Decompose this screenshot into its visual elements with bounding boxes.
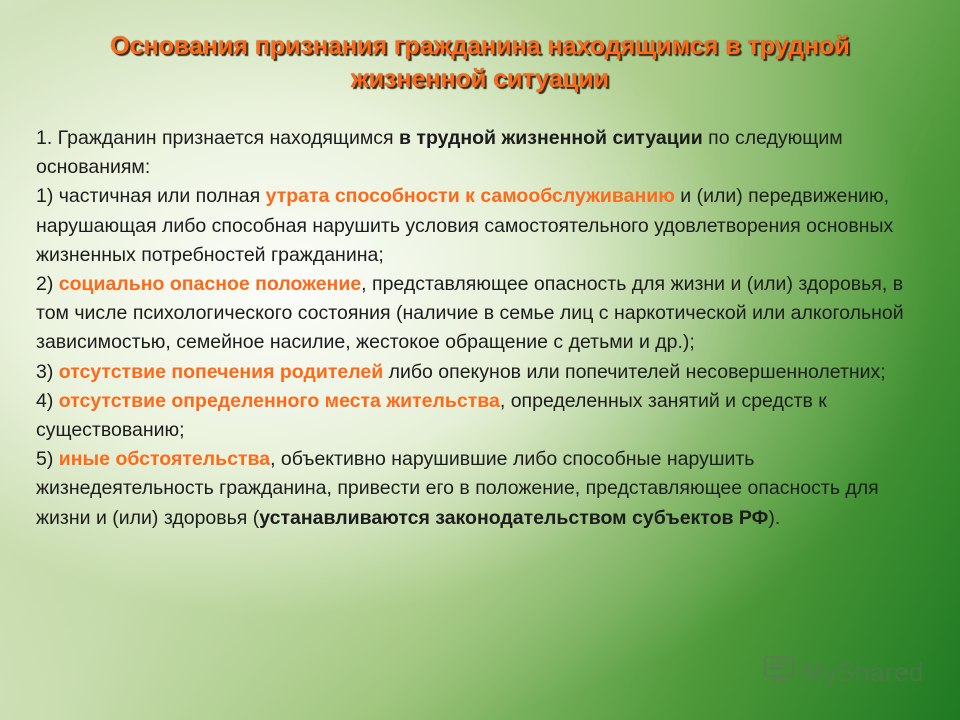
item-2-text-2: , представляющее опасность для жизни и (или) здоровья, в том числе психологического состояния (наличие в семье лиц с наркотической или алкогольной зависимостью, семейное насилие, жестокое обращение с детьми и др.); [36,273,904,354]
intro-paragraph [36,124,936,182]
list-item-2 [36,270,936,358]
item-1-text-1: 1) частичная или полная [36,185,266,208]
item-4-highlight: отсутствие определенного места жительства [58,389,500,412]
item-5-highlight: иные обстоятельства [58,448,271,471]
item-4-text-2: , определенных занятий и средств к существованию; [36,389,827,442]
item-4-text-1: 4) [36,389,59,412]
item-3-text-1: 3) [36,360,59,383]
slide-title: Основания признания гражданина находящимся в трудной жизненной ситуации [110,32,850,93]
slide-body [36,124,936,533]
list-item-3 [36,358,936,387]
list-item-4 [36,387,936,445]
watermark-text: MyShared [801,657,924,687]
item-1-highlight: утрата способности к самообслуживанию [265,185,675,208]
watermark-logo [762,655,925,690]
item-5-text-2: , объективно нарушившие либо способные нарушить жизнедеятельность гражданина, привести его в положение, представляющее опасность для жизни и (или) здоровья ( [36,448,879,529]
item-3-text-2: либо опекунов или попечителей несовершеннолетних; [383,360,886,383]
item-5-text-1: 5) [36,448,59,471]
item-1-text-2: и (или) передвижению, нарушающая либо способная нарушить условия самостоятельного удовлетворения основных жизненных потребностей гражданина; [36,185,894,266]
list-item-1 [36,182,936,270]
item-2-highlight: социально опасное положение [58,273,362,296]
item-3-highlight: отсутствие попечения родителей [58,360,384,383]
item-2-text-1: 2) [36,273,59,296]
presentation-board-icon [762,655,796,690]
list-item-5 [36,445,936,533]
intro-text-1: 1. Гражданин признается находящимся [36,127,400,149]
intro-text-2: по следующим основаниям: [36,127,843,179]
item-5-bold-phrase: устанавливаются законодательством субъектов РФ [259,506,769,529]
item-5-text-3: ). [768,506,781,529]
intro-bold-phrase: в трудной жизненной ситуации [399,127,703,149]
